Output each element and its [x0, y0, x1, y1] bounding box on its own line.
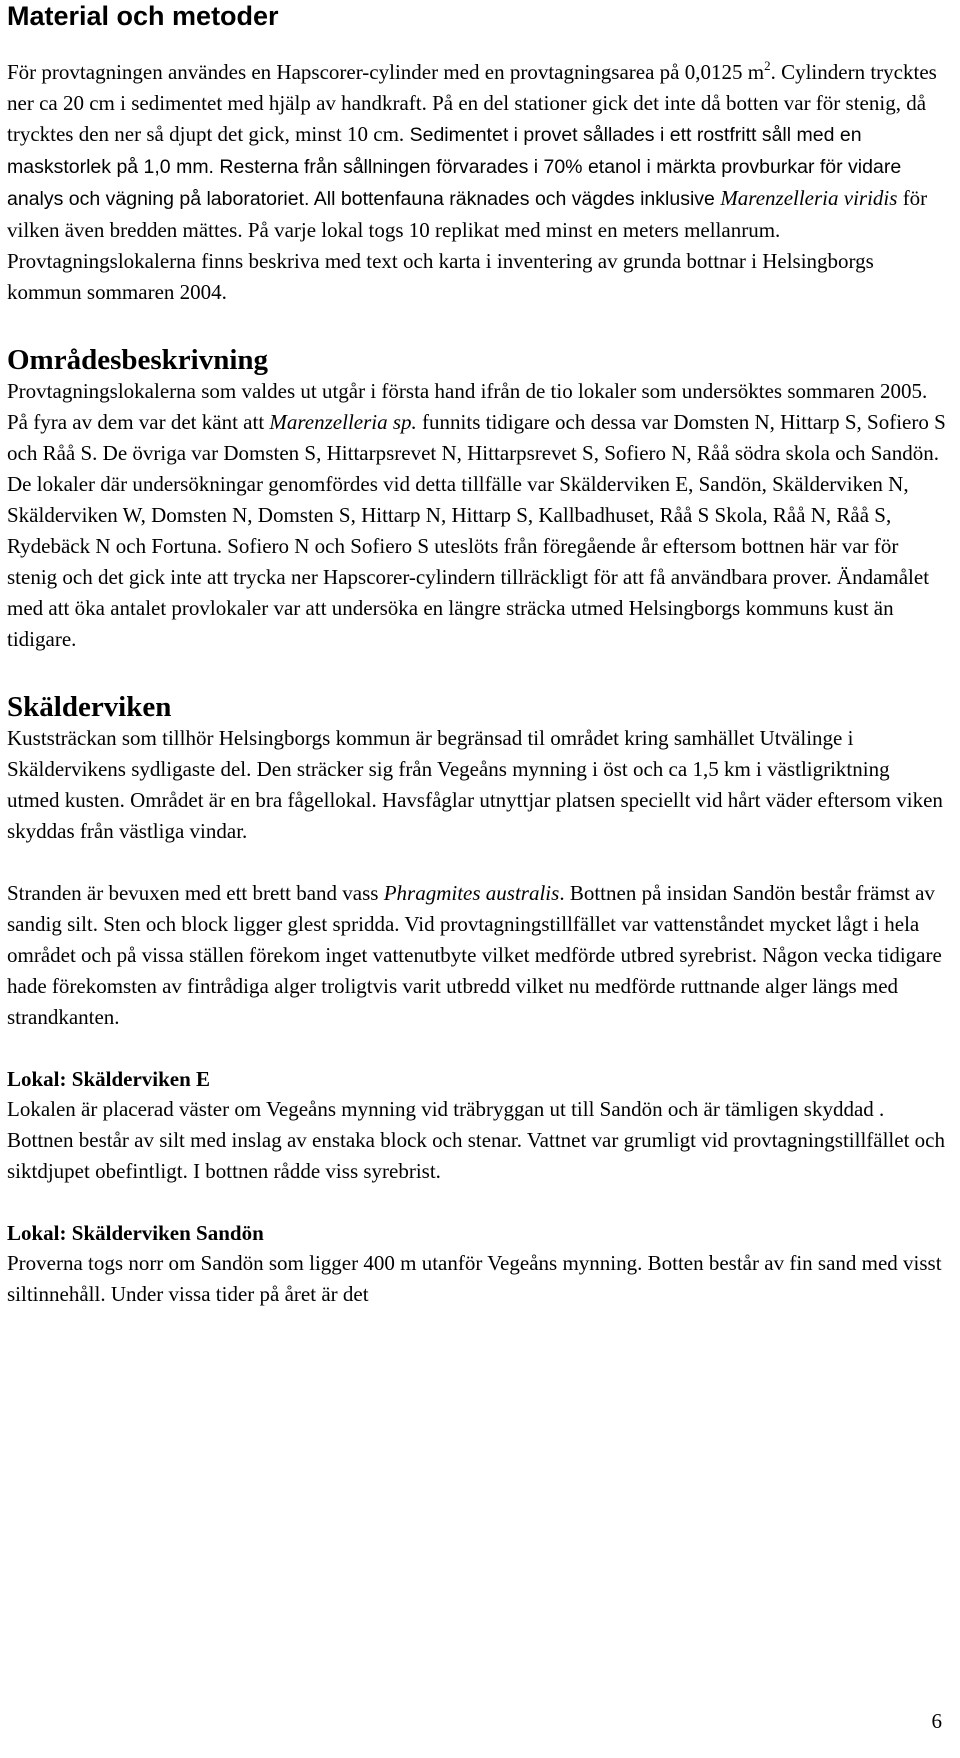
species-name-phragmites-australis: Phragmites australis — [383, 881, 560, 905]
methods-text-c: Sedimentet i provet sållades i ett rostfritt såll med en maskstorlek på 1,0 mm. — [7, 124, 862, 178]
species-name-marenzelleria-viridis: Marenzelleria viridis — [720, 186, 898, 210]
subheading-lokal-skalderviken-sandon: Lokal: Skälderviken Sandön — [7, 1221, 264, 1245]
area-text-a: Provtagningslokalerna som valdes ut utgår i första hand ifrån de tio lokaler som undersöktes sommaren 2005. På fyra av dem var det känt att — [7, 379, 928, 434]
skalderviken-text-c: . Bottnen på insidan Sandön består främst av sandig silt. Sten och block ligger glest spridda. Vid provtagningstillfället var vattenståndet mycket lågt i hela området och på vissa ställen förekom inget vattenutbyte vilket medförde utbred syrebrist. Någon vecka tidigare hade förekomsten av fintrådiga alger troligtvis varit utbredd vilket nu medförde ruttnande alger längs med strandkanten. — [7, 881, 942, 1029]
species-name-marenzelleria-sp: Marenzelleria sp. — [269, 410, 417, 434]
methods-text-d: Resterna från sållningen förvarades i 70% etanol i märkta provburkar för vidare analys och vägning på laboratoriet. All bottenfauna räknades och vägdes inklusive — [7, 156, 902, 210]
skalderviken-paragraph-2 — [7, 878, 946, 1033]
area-description-paragraph — [7, 376, 946, 655]
skalderviken-paragraph-1: Kuststräckan som tillhör Helsingborgs kommun är begränsad til området kring samhället Utvälinge i Skäldervikens sydligaste del. Den sträcker sig från Vegeåns mynning i öst och ca 1,5 km i västligriktning utmed kusten. Området är en bra fågellokal. Havsfåglar utnyttjar platsen speciellt vid hårt väder eftersom viken skyddas från västliga vindar. — [7, 726, 943, 843]
methods-text-a: För provtagningen användes en Hapscorer-cylinder med en provtagningsarea på 0,0125 m — [7, 60, 765, 84]
lokal-skalderviken-e-paragraph: Lokalen är placerad väster om Vegeåns mynning vid träbryggan ut till Sandön och är tämligen skyddad . Bottnen består av silt med inslag av enstaka block och stenar. Vattnet var grumligt vid provtagningstillfället och siktdjupet obefintligt. I bottnen rådde viss syrebrist. — [7, 1097, 945, 1183]
skalderviken-text-a: Stranden är bevuxen med ett brett band vass — [7, 881, 384, 905]
subheading-lokal-skalderviken-e: Lokal: Skälderviken E — [7, 1067, 211, 1091]
section-heading-material-och-metoder: Material och metoder — [7, 1, 279, 31]
methods-paragraph — [7, 57, 946, 308]
section-heading-skalderviken: Skälderviken — [7, 691, 172, 723]
page-number: 6 — [931, 1709, 942, 1733]
methods-text-b: . Cylindern trycktes ner ca 20 cm i sedimentet med hjälp av handkraft. På en del stationer gick det inte då botten var för stenig, då trycktes den ner så djupt det gick, minst 10 cm. — [7, 60, 937, 146]
methods-text-g: Provtagningslokalerna finns beskriva med text och karta i inventering av grunda bottnar i Helsingborgs kommun sommaren 2004. — [7, 249, 874, 304]
area-text-c: funnits tidigare och dessa var Domsten N, Hittarp S, Sofiero S och Råå S. De övriga var Domsten S, Hittarpsrevet N, Hittarpsrevet S, Sofiero N, Råå södra skola och Sandön. De lokaler där undersökningar genomfördes vid detta tillfälle var Skälderviken E, Sandön, Skälderviken N, Skälderviken W, Domsten N, Domsten S, Hittarp N, Hittarp S, Kallbadhuset, Råå S Skola, Råå N, Råå S, Rydebäck N och Fortuna. Sofiero N och Sofiero S uteslöts från föregående år eftersom bottnen här var för stenig och det gick inte att trycka ner Hapscorer-cylindern tillräckligt för att få användbara prover. Ändamålet med att öka antalet provlokaler var att undersöka en längre sträcka utmed Helsingborgs kommuns kust än tidigare. — [7, 410, 946, 651]
lokal-skalderviken-sandon-paragraph: Proverna togs norr om Sandön som ligger 400 m utanför Vegeåns mynning. Botten består av fin sand med visst siltinnehåll. Under vissa tider på året är det — [7, 1251, 942, 1306]
methods-text-f: för vilken även bredden mättes. På varje lokal togs 10 replikat med minst en meters mellanrum. — [7, 186, 928, 242]
superscript-2: 2 — [764, 58, 771, 73]
section-heading-omradesbeskrivning: Områdesbeskrivning — [7, 344, 269, 376]
